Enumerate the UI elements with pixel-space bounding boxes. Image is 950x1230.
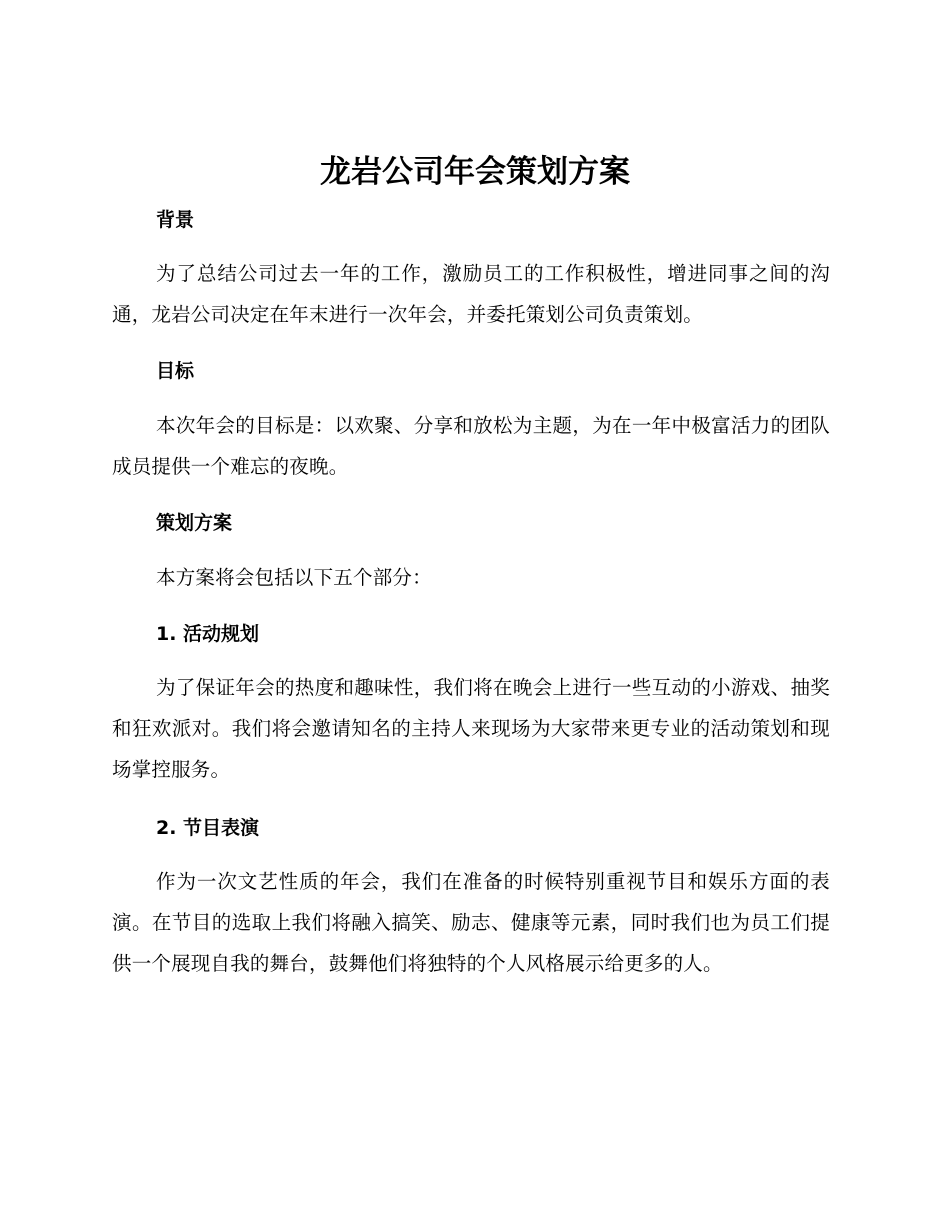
section-paragraph-goal: 本次年会的目标是：以欢聚、分享和放松为主题，为在一年中极富活力的团队成员提供一个难忘的夜晚。 (112, 414, 830, 478)
section-paragraph-background: 为了总结公司过去一年的工作，激励员工的工作积极性，增进同事之间的沟通，龙岩公司决定在年末进行一次年会，并委托策划公司负责策划。 (112, 262, 830, 326)
document-title: 龙岩公司年会策划方案 (320, 154, 630, 190)
section-heading-plan: 策划方案 (156, 512, 233, 534)
section-heading-background: 背景 (156, 209, 195, 231)
section-heading-goal: 目标 (156, 360, 195, 382)
section-heading-activity: 1. 活动规划 (156, 623, 260, 645)
section-paragraph-activity: 为了保证年会的热度和趣味性，我们将在晚会上进行一些互动的小游戏、抽奖和狂欢派对。我们将会邀请知名的主持人来现场为大家带来更专业的活动策划和现场掌控服务。 (112, 676, 830, 781)
section-heading-performance: 2. 节目表演 (156, 817, 260, 839)
section-paragraph-performance: 作为一次文艺性质的年会，我们在准备的时候特别重视节目和娱乐方面的表演。在节目的选取上我们将融入搞笑、励志、健康等元素，同时我们也为员工们提供一个展现自我的舞台，鼓舞他们将独特的个人风格展示给更多的人。 (112, 870, 830, 975)
section-paragraph-plan: 本方案将会包括以下五个部分： (156, 566, 432, 589)
